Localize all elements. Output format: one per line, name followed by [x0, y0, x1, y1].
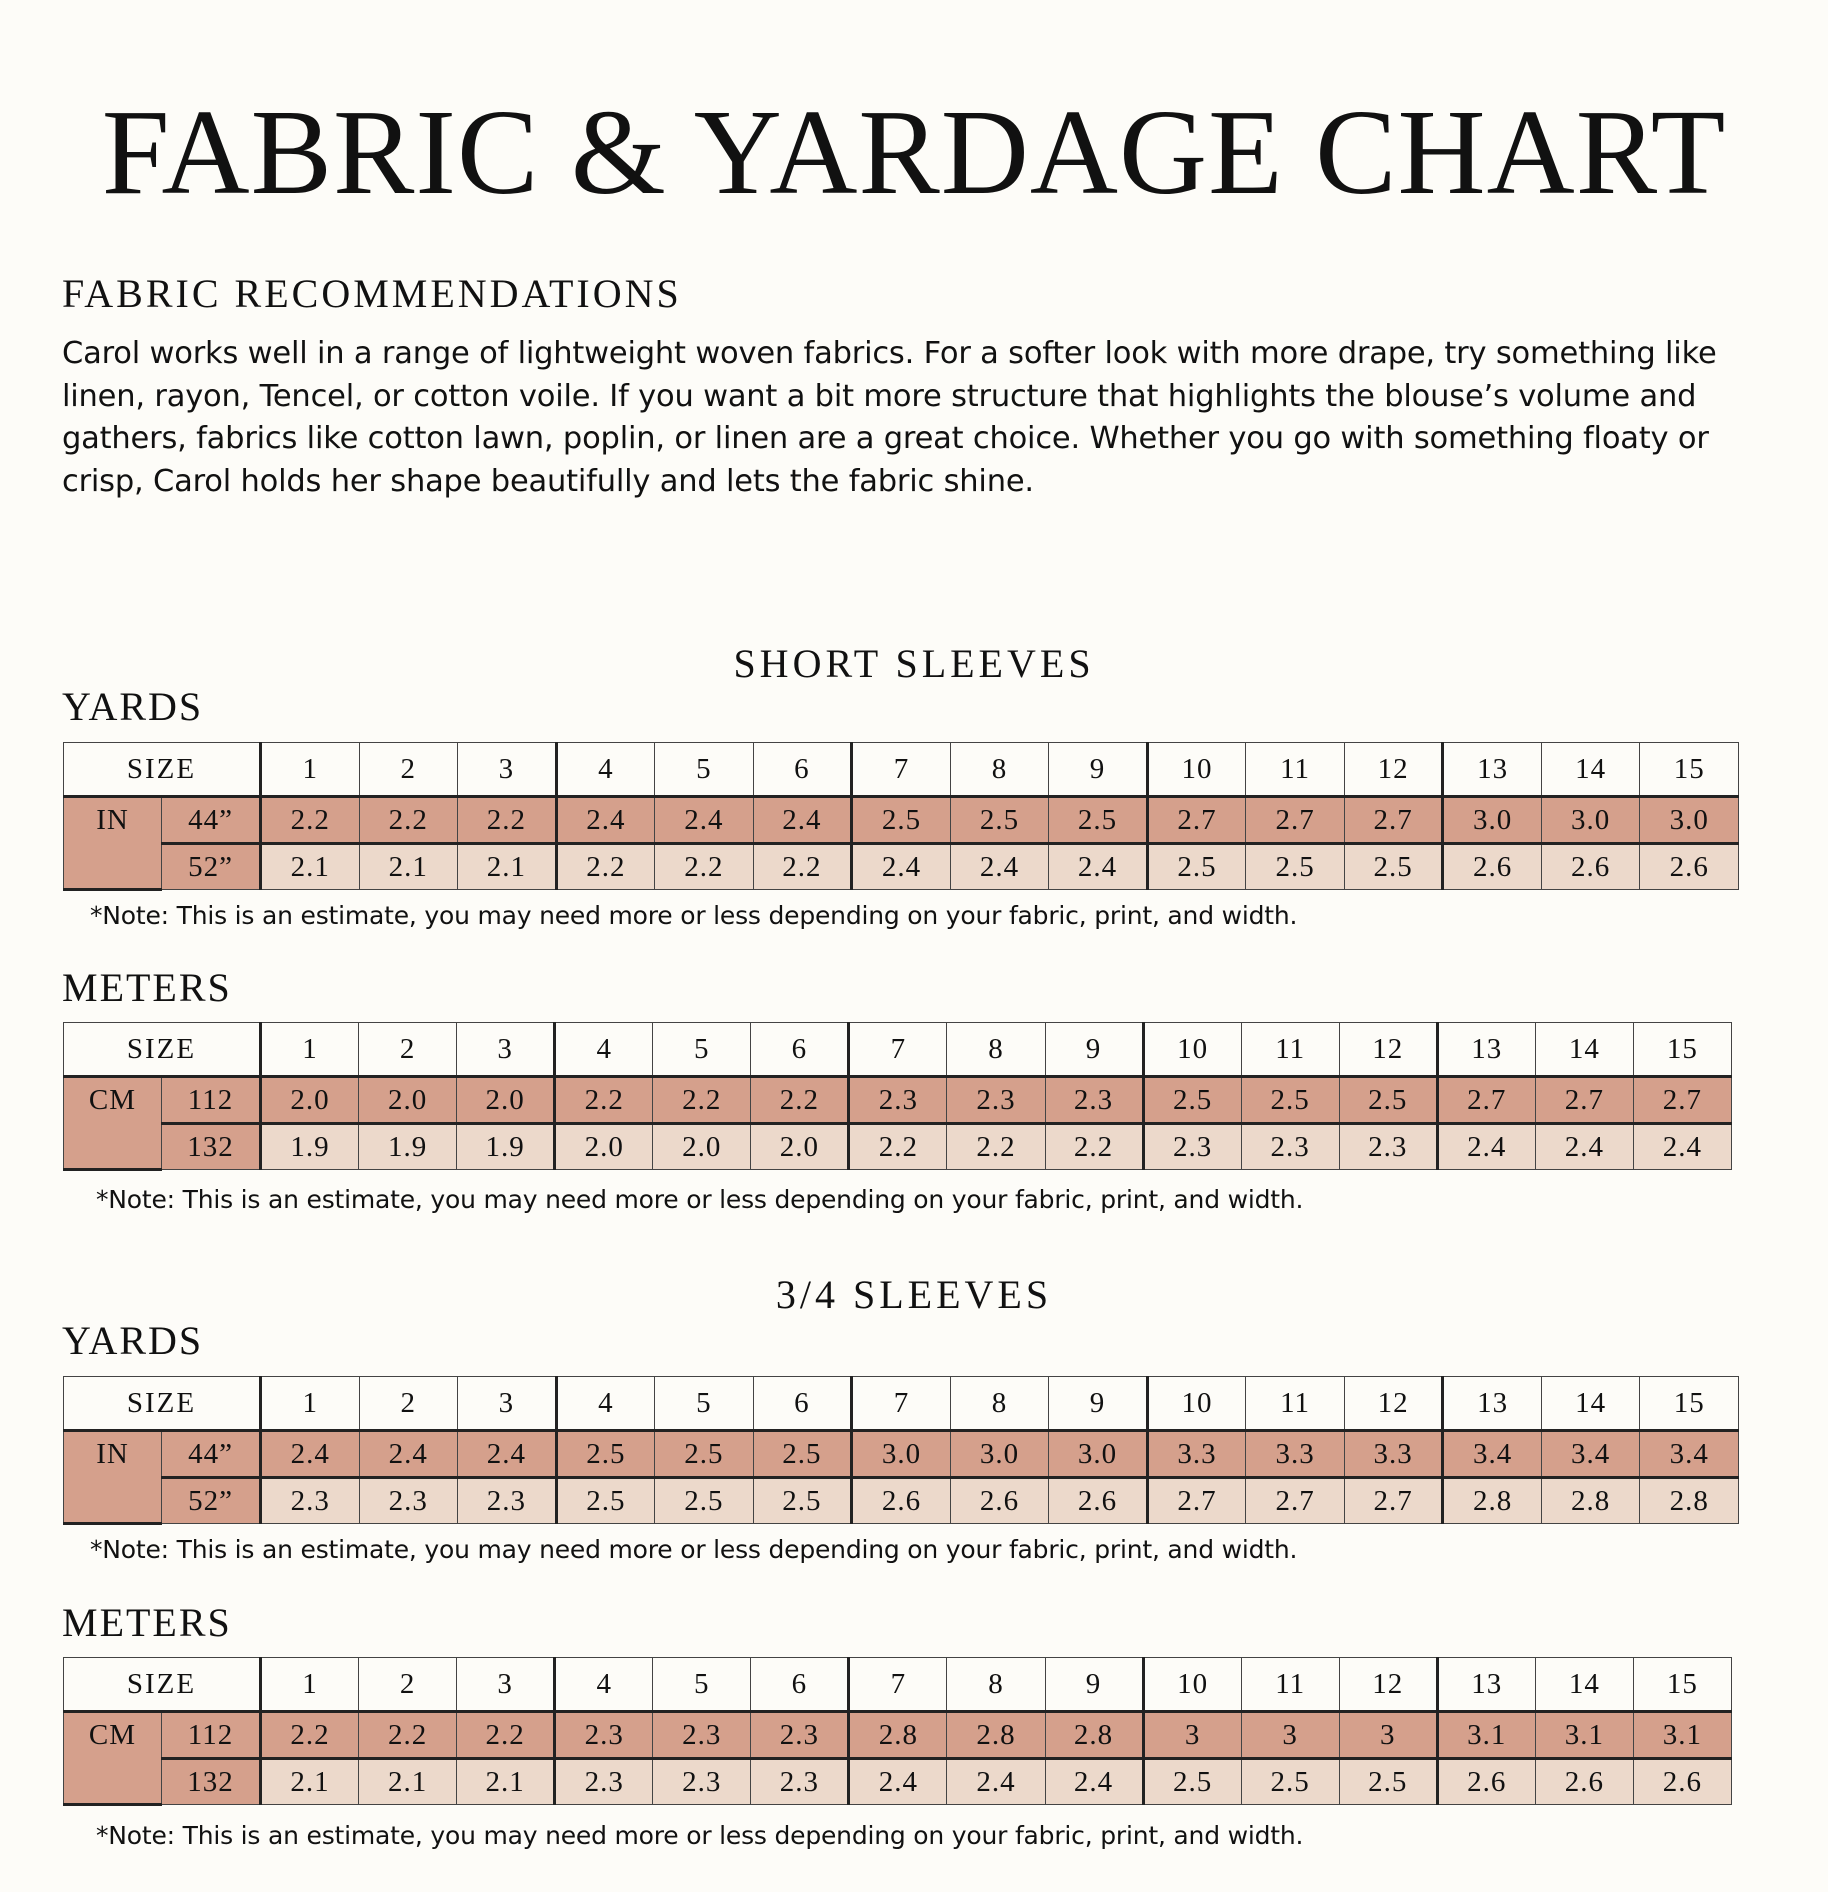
size-column-header: 12: [1344, 1377, 1443, 1431]
yardage-value-cell: 3.1: [1437, 1712, 1535, 1759]
fabric-width-cell: 52”: [162, 844, 261, 890]
yardage-value-cell: 2.4: [849, 1759, 947, 1805]
table-row: [64, 1077, 1732, 1124]
yardage-value-cell: 2.2: [458, 797, 557, 844]
yardage-value-cell: 2.4: [458, 1431, 557, 1478]
size-column-header: 3: [458, 1377, 557, 1431]
yardage-value-cell: 2.1: [457, 1759, 555, 1805]
size-column-header: 1: [261, 1658, 359, 1712]
unit-label-cell: CM: [64, 1077, 162, 1170]
yardage-value-cell: 2.5: [950, 797, 1049, 844]
table-row: [64, 797, 1739, 844]
yardage-value-cell: 1.9: [359, 1124, 457, 1170]
size-column-header: 3: [457, 1023, 555, 1077]
yardage-value-cell: 2.0: [653, 1124, 751, 1170]
size-column-header: 11: [1246, 1377, 1345, 1431]
yardage-value-cell: 2.3: [751, 1712, 849, 1759]
yardage-value-cell: 2.3: [1339, 1124, 1437, 1170]
size-column-header: 14: [1541, 1377, 1640, 1431]
table-row: [64, 1124, 1732, 1170]
size-column-header: 7: [849, 1023, 947, 1077]
table-row: [64, 1759, 1732, 1805]
yardage-value-cell: 2.8: [1443, 1478, 1542, 1524]
yardage-value-cell: 3.0: [1541, 797, 1640, 844]
yardage-value-cell: 2.0: [261, 1077, 359, 1124]
yardage-value-cell: 2.0: [751, 1124, 849, 1170]
yardage-value-cell: 2.5: [1246, 844, 1345, 890]
size-column-header: 3: [458, 743, 557, 797]
table-row: [64, 1712, 1732, 1759]
yardage-value-cell: 2.5: [556, 1431, 655, 1478]
yardage-value-cell: 2.1: [261, 1759, 359, 1805]
yardage-value-cell: 2.5: [1143, 1759, 1241, 1805]
size-column-header: 10: [1147, 1377, 1246, 1431]
size-header: SIZE: [64, 1377, 261, 1431]
yardage-value-cell: 2.5: [753, 1431, 852, 1478]
short-yards-note: *Note: This is an estimate, you may need more or less depending on your fabric, print, and width.: [90, 901, 1298, 930]
yardage-value-cell: 2.2: [555, 1077, 653, 1124]
yardage-value-cell: 2.6: [1541, 844, 1640, 890]
yardage-value-cell: 2.6: [1633, 1759, 1731, 1805]
fabric-width-cell: 112: [162, 1077, 261, 1124]
short-yards-label: YARDS: [62, 684, 204, 729]
fabric-width-cell: 112: [162, 1712, 261, 1759]
yardage-value-cell: 2.2: [753, 844, 852, 890]
size-column-header: 7: [849, 1658, 947, 1712]
yardage-value-cell: 2.2: [359, 1712, 457, 1759]
yardage-value-cell: 2.4: [950, 844, 1049, 890]
size-column-header: 10: [1147, 743, 1246, 797]
yardage-value-cell: 2.1: [458, 844, 557, 890]
yardage-value-cell: 2.4: [753, 797, 852, 844]
page-title: FABRIC & YARDAGE CHART: [101, 85, 1727, 220]
yardage-value-cell: 2.8: [1541, 1478, 1640, 1524]
yardage-value-cell: 3.1: [1633, 1712, 1731, 1759]
yardage-value-cell: 2.7: [1147, 1478, 1246, 1524]
yardage-value-cell: 2.0: [457, 1077, 555, 1124]
size-column-header: 6: [753, 743, 852, 797]
yardage-value-cell: 2.5: [1049, 797, 1148, 844]
fabric-width-cell: 44”: [162, 797, 261, 844]
three-quarter-meters-note: *Note: This is an estimate, you may need more or less depending on your fabric, print, and width.: [96, 1821, 1304, 1850]
yardage-value-cell: 2.7: [1147, 797, 1246, 844]
yardage-value-cell: 3: [1339, 1712, 1437, 1759]
yardage-value-cell: 3.3: [1344, 1431, 1443, 1478]
size-column-header: 12: [1339, 1023, 1437, 1077]
yardage-value-cell: 3.3: [1246, 1431, 1345, 1478]
recommendations-heading: FABRIC RECOMMENDATIONS: [62, 271, 682, 316]
yardage-value-cell: 2.5: [1241, 1759, 1339, 1805]
size-column-header: 11: [1241, 1023, 1339, 1077]
yardage-value-cell: 2.3: [653, 1712, 751, 1759]
unit-label-cell: IN: [64, 797, 162, 890]
yardage-value-cell: 3.0: [1443, 797, 1542, 844]
size-column-header: 2: [359, 1023, 457, 1077]
size-column-header: 13: [1443, 1377, 1542, 1431]
yardage-value-cell: 2.3: [1045, 1077, 1143, 1124]
size-column-header: 4: [556, 1377, 655, 1431]
size-column-header: 8: [947, 1023, 1045, 1077]
yardage-value-cell: 2.2: [261, 1712, 359, 1759]
yardage-value-cell: 2.5: [1344, 844, 1443, 890]
yardage-value-cell: 2.6: [1640, 844, 1739, 890]
yardage-value-cell: 2.0: [359, 1077, 457, 1124]
yardage-value-cell: 2.1: [261, 844, 360, 890]
yardage-value-cell: 2.4: [1045, 1759, 1143, 1805]
yardage-value-cell: 2.3: [849, 1077, 947, 1124]
yardage-value-cell: 2.5: [1339, 1759, 1437, 1805]
size-header-row: [64, 1658, 1732, 1712]
three-quarter-yards-note: *Note: This is an estimate, you may need more or less depending on your fabric, print, and width.: [90, 1535, 1298, 1564]
yardage-value-cell: 3.0: [950, 1431, 1049, 1478]
size-column-header: 4: [555, 1023, 653, 1077]
size-column-header: 11: [1246, 743, 1345, 797]
size-column-header: 1: [261, 1023, 359, 1077]
yardage-value-cell: 2.3: [555, 1759, 653, 1805]
yardage-value-cell: 1.9: [261, 1124, 359, 1170]
size-column-header: 8: [947, 1658, 1045, 1712]
yardage-value-cell: 2.7: [1437, 1077, 1535, 1124]
yardage-value-cell: 2.6: [1535, 1759, 1633, 1805]
size-column-header: 11: [1241, 1658, 1339, 1712]
yardage-value-cell: 2.2: [261, 797, 360, 844]
size-column-header: 3: [457, 1658, 555, 1712]
size-header: SIZE: [64, 1023, 261, 1077]
short-meters-note: *Note: This is an estimate, you may need more or less depending on your fabric, print, and width.: [96, 1185, 1304, 1214]
size-header-row: [64, 743, 1739, 797]
size-column-header: 13: [1443, 743, 1542, 797]
size-column-header: 7: [852, 1377, 951, 1431]
size-header-row: [64, 1377, 1739, 1431]
yardage-value-cell: 2.2: [947, 1124, 1045, 1170]
size-column-header: 12: [1339, 1658, 1437, 1712]
yardage-value-cell: 2.4: [1633, 1124, 1731, 1170]
yardage-value-cell: 3: [1241, 1712, 1339, 1759]
yardage-value-cell: 2.8: [1045, 1712, 1143, 1759]
yardage-value-cell: 2.6: [852, 1478, 951, 1524]
yardage-value-cell: 2.5: [1339, 1077, 1437, 1124]
yardage-value-cell: 2.6: [1049, 1478, 1148, 1524]
unit-label-cell: CM: [64, 1712, 162, 1805]
yardage-value-cell: 2.3: [1241, 1124, 1339, 1170]
yardage-value-cell: 2.4: [1437, 1124, 1535, 1170]
size-column-header: 1: [261, 743, 360, 797]
yardage-value-cell: 2.4: [852, 844, 951, 890]
size-header: SIZE: [64, 743, 261, 797]
size-column-header: 5: [655, 1377, 754, 1431]
yardage-value-cell: 2.3: [359, 1478, 458, 1524]
yardage-value-cell: 2.1: [359, 844, 458, 890]
short-sleeves-meters-table: [63, 1022, 1732, 1171]
yardage-value-cell: 2.8: [947, 1712, 1045, 1759]
yardage-value-cell: 2.6: [950, 1478, 1049, 1524]
yardage-value-cell: 1.9: [457, 1124, 555, 1170]
size-column-header: 10: [1143, 1023, 1241, 1077]
fabric-width-cell: 132: [162, 1124, 261, 1170]
size-column-header: 8: [950, 1377, 1049, 1431]
yardage-value-cell: 2.3: [555, 1712, 653, 1759]
yardage-value-cell: 2.3: [653, 1759, 751, 1805]
size-column-header: 4: [556, 743, 655, 797]
yardage-value-cell: 2.2: [751, 1077, 849, 1124]
table-row: [64, 844, 1739, 890]
yardage-value-cell: 2.4: [1535, 1124, 1633, 1170]
yardage-value-cell: 3.3: [1147, 1431, 1246, 1478]
yardage-value-cell: 2.4: [359, 1431, 458, 1478]
yardage-value-cell: 2.3: [261, 1478, 360, 1524]
yardage-value-cell: 2.5: [753, 1478, 852, 1524]
yardage-value-cell: 3.0: [1640, 797, 1739, 844]
size-column-header: 9: [1045, 1023, 1143, 1077]
size-column-header: 9: [1049, 1377, 1148, 1431]
size-column-header: 9: [1045, 1658, 1143, 1712]
size-column-header: 12: [1344, 743, 1443, 797]
fabric-width-cell: 52”: [162, 1478, 261, 1524]
yardage-value-cell: 2.8: [849, 1712, 947, 1759]
yardage-value-cell: 2.7: [1344, 797, 1443, 844]
yardage-value-cell: 3: [1143, 1712, 1241, 1759]
yardage-value-cell: 2.4: [261, 1431, 360, 1478]
size-column-header: 15: [1633, 1023, 1731, 1077]
yardage-value-cell: 3.0: [1049, 1431, 1148, 1478]
yardage-value-cell: 2.8: [1640, 1478, 1739, 1524]
size-column-header: 2: [359, 1658, 457, 1712]
size-column-header: 1: [261, 1377, 360, 1431]
size-column-header: 15: [1640, 743, 1739, 797]
yardage-value-cell: 2.4: [1049, 844, 1148, 890]
yardage-value-cell: 2.5: [655, 1431, 754, 1478]
yardage-value-cell: 2.7: [1246, 1478, 1345, 1524]
size-column-header: 5: [653, 1658, 751, 1712]
size-column-header: 6: [751, 1658, 849, 1712]
yardage-value-cell: 2.3: [458, 1478, 557, 1524]
table-row: [64, 1478, 1739, 1524]
yardage-value-cell: 2.2: [653, 1077, 751, 1124]
table-row: [64, 1431, 1739, 1478]
size-column-header: 14: [1535, 1658, 1633, 1712]
yardage-value-cell: 3.4: [1541, 1431, 1640, 1478]
size-column-header: 2: [359, 743, 458, 797]
yardage-value-cell: 2.5: [1241, 1077, 1339, 1124]
yardage-value-cell: 2.7: [1246, 797, 1345, 844]
section-title-three-quarter-sleeves: 3/4 SLEEVES: [775, 1272, 1053, 1317]
yardage-value-cell: 2.1: [359, 1759, 457, 1805]
yardage-value-cell: 2.2: [359, 797, 458, 844]
yardage-value-cell: 2.2: [849, 1124, 947, 1170]
yardage-value-cell: 3.4: [1443, 1431, 1542, 1478]
size-column-header: 4: [555, 1658, 653, 1712]
size-column-header: 5: [653, 1023, 751, 1077]
yardage-value-cell: 2.0: [555, 1124, 653, 1170]
yardage-value-cell: 2.3: [751, 1759, 849, 1805]
yardage-value-cell: 2.4: [947, 1759, 1045, 1805]
size-column-header: 6: [753, 1377, 852, 1431]
three-quarter-meters-label: METERS: [62, 1600, 232, 1645]
yardage-value-cell: 2.5: [1147, 844, 1246, 890]
fabric-width-cell: 132: [162, 1759, 261, 1805]
yardage-value-cell: 2.6: [1443, 844, 1542, 890]
size-header: SIZE: [64, 1658, 261, 1712]
recommendations-body: Carol works well in a range of lightweight woven fabrics. For a softer look with more drape, try something like linen, rayon, Tencel, or cotton voile. If you want a bit more structure that highlights the blouse’s volume and gathers, fabrics like cotton lawn, poplin, or linen are a great choice. Whether you go with something floaty or crisp, Carol holds her shape beautifully and lets the fabric shine.: [62, 336, 1717, 499]
yardage-value-cell: 2.7: [1535, 1077, 1633, 1124]
three-quarter-sleeves-meters-table: [63, 1657, 1732, 1806]
yardage-value-cell: 3.1: [1535, 1712, 1633, 1759]
size-column-header: 14: [1541, 743, 1640, 797]
size-column-header: 7: [852, 743, 951, 797]
yardage-value-cell: 2.2: [457, 1712, 555, 1759]
short-sleeves-yards-table: [63, 742, 1739, 891]
yardage-value-cell: 2.5: [655, 1478, 754, 1524]
yardage-value-cell: 2.7: [1344, 1478, 1443, 1524]
yardage-value-cell: 2.2: [1045, 1124, 1143, 1170]
size-header-row: [64, 1023, 1732, 1077]
size-column-header: 6: [751, 1023, 849, 1077]
size-column-header: 15: [1640, 1377, 1739, 1431]
yardage-value-cell: 2.5: [556, 1478, 655, 1524]
yardage-value-cell: 2.6: [1437, 1759, 1535, 1805]
yardage-value-cell: 2.2: [655, 844, 754, 890]
three-quarter-sleeves-yards-table: [63, 1376, 1739, 1525]
yardage-value-cell: 2.7: [1633, 1077, 1731, 1124]
yardage-value-cell: 2.5: [1143, 1077, 1241, 1124]
size-column-header: 15: [1633, 1658, 1731, 1712]
section-title-short-sleeves: SHORT SLEEVES: [733, 641, 1095, 686]
size-column-header: 10: [1143, 1658, 1241, 1712]
unit-label-cell: IN: [64, 1431, 162, 1524]
short-meters-label: METERS: [62, 965, 232, 1010]
size-column-header: 8: [950, 743, 1049, 797]
size-column-header: 13: [1437, 1023, 1535, 1077]
size-column-header: 14: [1535, 1023, 1633, 1077]
yardage-value-cell: 2.4: [655, 797, 754, 844]
size-column-header: 13: [1437, 1658, 1535, 1712]
size-column-header: 9: [1049, 743, 1148, 797]
three-quarter-yards-label: YARDS: [62, 1318, 204, 1363]
fabric-width-cell: 44”: [162, 1431, 261, 1478]
yardage-value-cell: 3.0: [852, 1431, 951, 1478]
size-column-header: 5: [655, 743, 754, 797]
yardage-value-cell: 2.4: [556, 797, 655, 844]
yardage-value-cell: 3.4: [1640, 1431, 1739, 1478]
size-column-header: 2: [359, 1377, 458, 1431]
yardage-value-cell: 2.3: [1143, 1124, 1241, 1170]
yardage-value-cell: 2.2: [556, 844, 655, 890]
yardage-value-cell: 2.5: [852, 797, 951, 844]
yardage-value-cell: 2.3: [947, 1077, 1045, 1124]
